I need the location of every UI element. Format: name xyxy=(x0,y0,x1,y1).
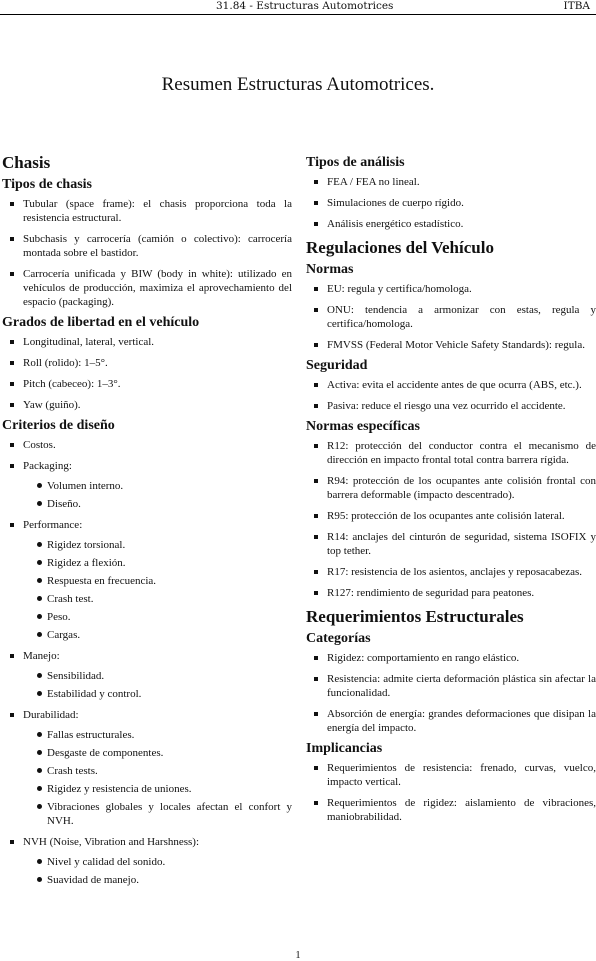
list-item: FMVSS (Federal Motor Vehicle Safety Standards): regula. xyxy=(306,338,596,352)
sub-list-item: Fallas estructurales. xyxy=(23,728,292,742)
list-item: FEA / FEA no lineal. xyxy=(306,175,596,189)
subsection-implicancias: Implicancias xyxy=(306,741,383,756)
sub-list-item: Rigidez a flexión. xyxy=(23,556,292,570)
document-title: Resumen Estructuras Automotrices. xyxy=(161,74,435,95)
sub-list-item: Cargas. xyxy=(23,628,292,642)
right-column xyxy=(306,156,596,831)
criterio-item xyxy=(2,518,292,642)
list-item: R127: rendimiento de seguridad para peatones. xyxy=(306,586,596,600)
running-header xyxy=(0,0,596,12)
list-item: Tubular (space frame): el chasis proporciona toda la resistencia estructural. xyxy=(2,197,292,225)
list-item: Roll (rolido): 1–5°. xyxy=(2,356,292,370)
sub-list-item: Rigidez y resistencia de uniones. xyxy=(23,782,292,796)
sub-list-item: Nivel y calidad del sonido. xyxy=(23,855,292,869)
categorias-list xyxy=(306,651,596,735)
section-regulaciones: Regulaciones del Vehículo xyxy=(306,238,494,257)
list-item: Resistencia: admite cierta deformación plástica sin afectar la funcionalidad. xyxy=(306,672,596,700)
criterio-label: NVH (Noise, Vibration and Harshness): xyxy=(23,836,200,848)
criterio-sublist xyxy=(23,669,292,701)
list-item: Requerimientos de resistencia: frenado, curvas, vuelco, impacto vertical. xyxy=(306,761,596,789)
header-course: 31.84 - Estructuras Automotrices xyxy=(216,0,394,12)
sub-list-item: Sensibilidad. xyxy=(23,669,292,683)
list-item: Carrocería unificada y BIW (body in white): utilizado en vehículos de producción, maximiza el aprovechamiento del espacio (packaging). xyxy=(2,267,292,309)
sub-list-item: Respuesta en frecuencia. xyxy=(23,574,292,588)
page-number: 1 xyxy=(295,950,301,961)
subsection-categorias: Categorías xyxy=(306,631,371,646)
sub-list-item: Desgaste de componentes. xyxy=(23,746,292,760)
criterio-item xyxy=(2,649,292,701)
list-item: R17: resistencia de los asientos, anclajes y reposacabezas. xyxy=(306,565,596,579)
list-item: Simulaciones de cuerpo rígido. xyxy=(306,196,596,210)
criterio-label: Manejo: xyxy=(23,650,60,662)
list-item: EU: regula y certifica/homologa. xyxy=(306,282,596,296)
criterio-item xyxy=(2,708,292,828)
sub-list-item: Rigidez torsional. xyxy=(23,538,292,552)
sub-list-item: Vibraciones globales y locales afectan el confort y NVH. xyxy=(23,800,292,828)
criterio-label: Costos. xyxy=(23,439,56,451)
subsection-grados: Grados de libertad en el vehículo xyxy=(2,315,200,330)
list-item: Requerimientos de rigidez: aislamiento de vibraciones, maniobrabilidad. xyxy=(306,796,596,824)
criterio-sublist xyxy=(23,538,292,642)
list-item: Análisis energético estadístico. xyxy=(306,217,596,231)
left-column xyxy=(2,153,292,894)
section-chasis: Chasis xyxy=(2,153,51,172)
list-item: Activa: evita el accidente antes de que ocurra (ABS, etc.). xyxy=(306,378,596,392)
seguridad-list xyxy=(306,378,596,413)
normas-list xyxy=(306,282,596,352)
list-item: Pitch (cabeceo): 1–3°. xyxy=(2,377,292,391)
list-item: R14: anclajes del cinturón de seguridad, sistema ISOFIX y top tether. xyxy=(306,530,596,558)
implicancias-list xyxy=(306,761,596,824)
list-item: Subchasis y carrocería (camión o colectivo): carrocería montada sobre el bastidor. xyxy=(2,232,292,260)
criterio-sublist xyxy=(23,855,292,887)
sub-list-item: Diseño. xyxy=(23,497,292,511)
sub-list-item: Peso. xyxy=(23,610,292,624)
list-item: Longitudinal, lateral, vertical. xyxy=(2,335,292,349)
criterio-item xyxy=(2,438,292,452)
list-item: R95: protección de los ocupantes ante colisión lateral. xyxy=(306,509,596,523)
list-item: R12: protección del conductor contra el mecanismo de dirección en impacto frontal total contra barrera rígida. xyxy=(306,439,596,467)
criterio-label: Packaging: xyxy=(23,460,72,472)
especificas-list xyxy=(306,439,596,600)
grados-list xyxy=(2,335,292,412)
criterio-sublist xyxy=(23,479,292,511)
analisis-list xyxy=(306,175,596,231)
subsection-tipos-chasis: Tipos de chasis xyxy=(2,177,92,192)
sub-list-item: Suavidad de manejo. xyxy=(23,873,292,887)
subsection-normas: Normas xyxy=(306,262,354,277)
criterios-list xyxy=(2,438,292,887)
sub-list-item: Crash test. xyxy=(23,592,292,606)
sub-list-item: Estabilidad y control. xyxy=(23,687,292,701)
criterio-item xyxy=(2,459,292,511)
list-item: R94: protección de los ocupantes ante colisión frontal con barrera deformable (impacto descentrado). xyxy=(306,474,596,502)
list-item: ONU: tendencia a armonizar con estas, regula y certifica/homologa. xyxy=(306,303,596,331)
section-requerimientos: Requerimientos Estructurales xyxy=(306,607,524,626)
subsection-especificas: Normas específicas xyxy=(306,419,420,434)
subsection-seguridad: Seguridad xyxy=(306,358,368,373)
sub-list-item: Volumen interno. xyxy=(23,479,292,493)
criterio-label: Performance: xyxy=(23,519,83,531)
criterio-item xyxy=(2,835,292,887)
header-institution: ITBA xyxy=(563,0,590,12)
criterio-label: Durabilidad: xyxy=(23,709,79,721)
subsection-analisis: Tipos de análisis xyxy=(306,155,405,170)
list-item: Yaw (guiño). xyxy=(2,398,292,412)
header-rule xyxy=(0,14,596,15)
criterio-sublist xyxy=(23,728,292,828)
list-item: Rigidez: comportamiento en rango elástico. xyxy=(306,651,596,665)
subsection-criterios: Criterios de diseño xyxy=(2,418,115,433)
list-item: Absorción de energía: grandes deformaciones que disipan la energía del impacto. xyxy=(306,707,596,735)
tipos-list xyxy=(2,197,292,309)
sub-list-item: Crash tests. xyxy=(23,764,292,778)
list-item: Pasiva: reduce el riesgo una vez ocurrido el accidente. xyxy=(306,399,596,413)
